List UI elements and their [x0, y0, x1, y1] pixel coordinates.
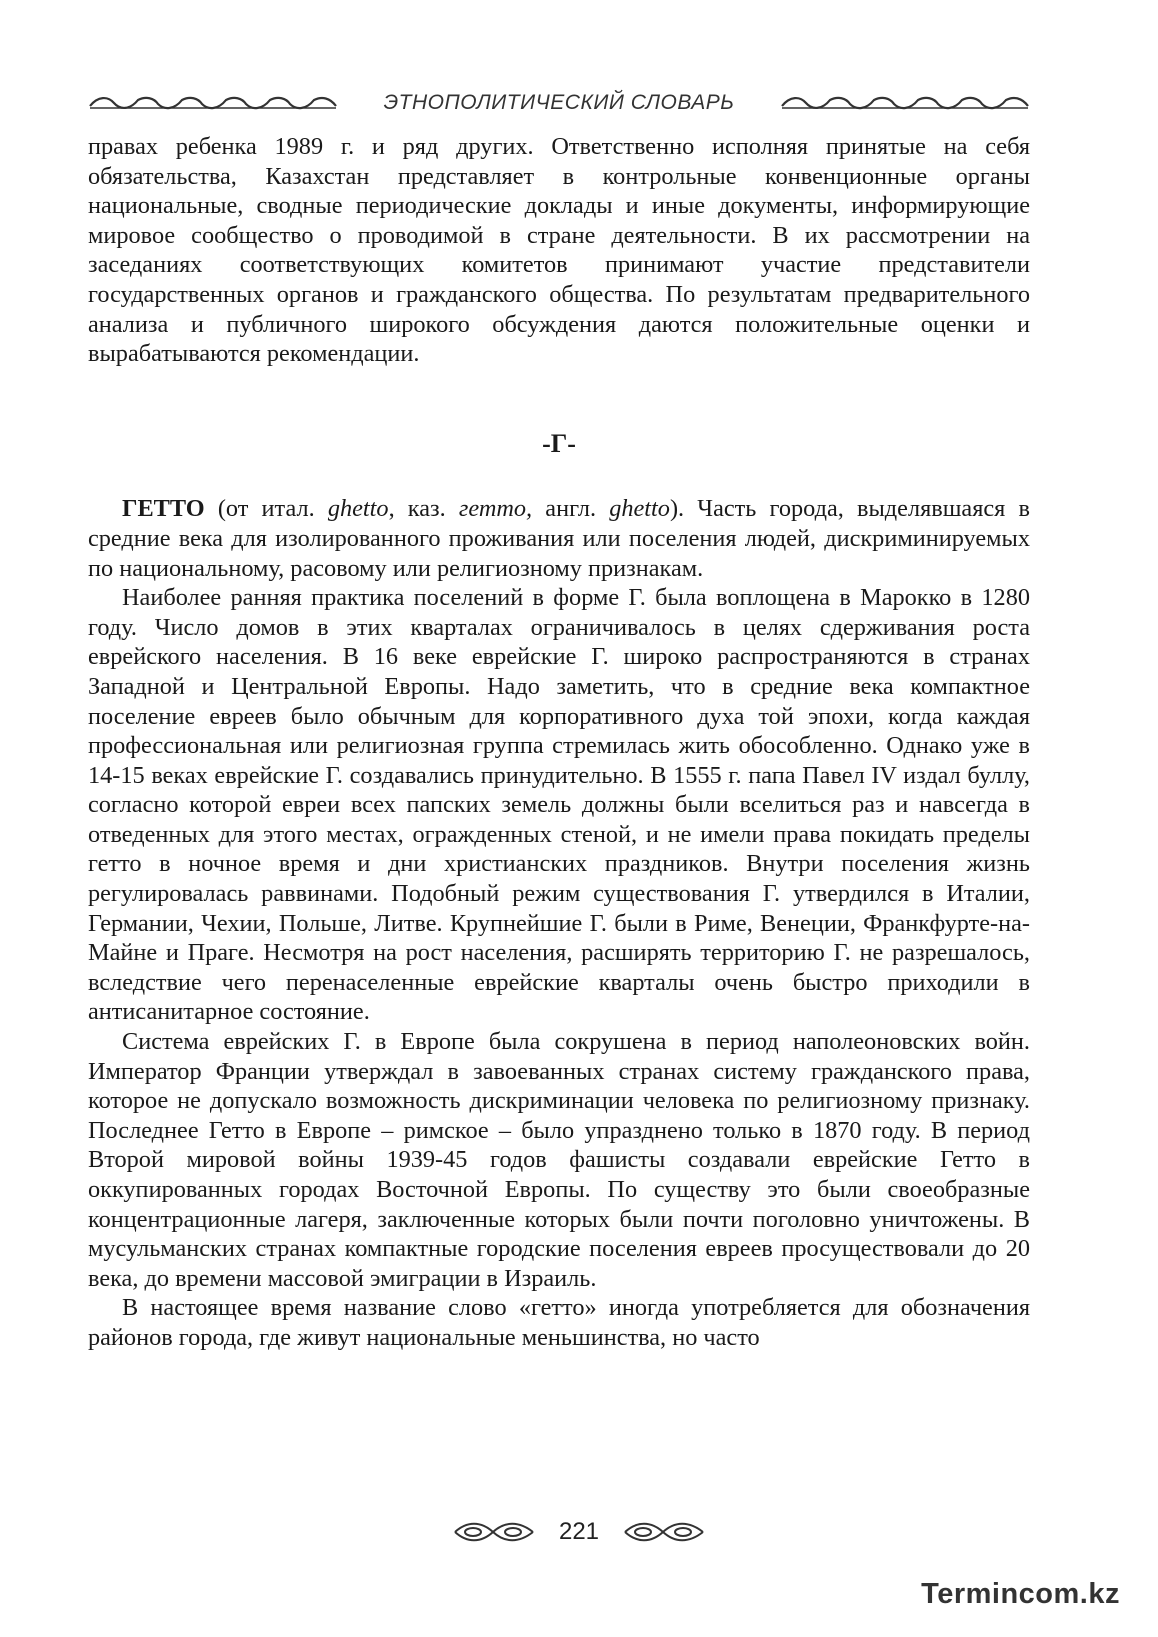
- etymology-open: (от итал.: [204, 495, 328, 523]
- entry-paragraph: [88, 494, 1030, 583]
- entry-definition: ). Часть города, выделявшаяся в средние века для изолированного проживания или поселения людей, дискриминируемых по национальному, расовому или религиозному признакам.: [88, 495, 1030, 582]
- ornament-left-icon: [88, 92, 338, 114]
- continuation-paragraph: правах ребенка 1989 г. и ряд других. Ответственно исполняя принятые на себя обязательства, Казахстан представляет в контрольные конвенционные органы национальные, сводные периодические доклады и иные документы, информирующие мировое сообщество о проводимой в стране деятельности. В их рассмотрении на заседаниях соответствующих комитетов принимают участие представители государственных органов и гражданского общества. По результатам предварительного анализа и публичного широкого обсуждения даются положительные оценки и вырабатываются рекомендации.: [88, 133, 1030, 368]
- page-text: [88, 132, 1030, 1353]
- etymology-kaz-label: , каз.: [388, 495, 459, 523]
- header-title: ЭТНОПОЛИТИЧЕСКИЙ СЛОВАРЬ: [383, 91, 735, 114]
- site-watermark: Termincom.kz: [921, 1578, 1120, 1610]
- etymology-kazakh: гетто,: [458, 495, 533, 523]
- running-header: [88, 86, 1030, 120]
- page-footer: [0, 1512, 1158, 1552]
- body-paragraph: В настоящее время название слово «гетто» иногда употребляется для обозначения районов города, где живут национальные меньшинства, но часто: [88, 1294, 1030, 1351]
- body-paragraph: Наиболее ранняя практика поселений в форме Г. была воплощена в Марокко в 1280 году. Число домов в этих кварталах ограничивалось в целях сдерживания роста еврейского населения. В 16 веке еврейские Г. широко распространяются в странах Западной и Центральной Европы. Надо заметить, что в средние века компактное поселение евреев было обычным для корпоративного духа той эпохи, когда каждая профессиональная или религиозная группа стремилась жить обособленно. Однако уже в 14-15 веках еврейские Г. создавались принудительно. В 1555 г. папа Павел IV издал буллу, согласно которой евреи всех папских земель должны были вселиться раз и навсегда в отведенных для этого местах, огражденных стеной, и не имели права покидать пределы гетто в ночное время и дни христианских праздников. Внутри поселения жизнь регулировалась раввинами. Подобный режим существования Г. утвердился в Италии, Германии, Чехии, Польше, Литве. Крупнейшие Г. были в Риме, Венеции, Франкфурте-на-Майне и Праге. Несмотря на рост населения, расширять территорию Г. не разрешалось, вследствие чего перенаселенные еврейские кварталы очень быстро приходили в антисанитарное состояние.: [88, 584, 1030, 1026]
- etymology-eng-label: англ.: [532, 495, 610, 523]
- entry-term: ГЕТТО: [122, 495, 205, 523]
- etymology-italian: ghetto: [327, 495, 389, 523]
- swirl-ornament-left-icon: [453, 1519, 535, 1545]
- letter-heading: -Г-: [542, 428, 576, 458]
- ornament-right-icon: [780, 92, 1030, 114]
- page-number: 221: [558, 1518, 600, 1545]
- swirl-ornament-right-icon: [623, 1519, 705, 1545]
- body-paragraph: Система еврейских Г. в Европе была сокрушена в период наполеоновских войн. Император Франции утверждал в завоеванных странах систему гражданского права, которое не допускало возможность дискриминации человека по религиозному признаку. Последнее Гетто в Европе – римское – было упразднено только в 1870 году. В период Второй мировой войны 1939-45 годов фашисты создавали еврейские Гетто в оккупированных городах Восточной Европы. По существу это были своеобразные концентрационные лагеря, заключенные которых были почти поголовно уничтожены. В мусульманских странах компактные городские поселения евреев просуществовали до 20 века, до времени массовой эмиграции в Израиль.: [88, 1028, 1030, 1292]
- etymology-english: ghetto: [609, 495, 670, 523]
